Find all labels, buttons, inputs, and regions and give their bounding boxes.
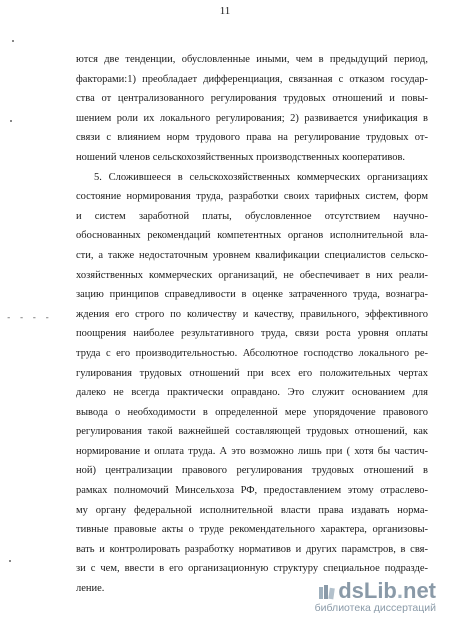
text-line: регулирования такой важнейшей составляющей трудовых отношений, как — [76, 426, 428, 438]
text-line: тивные правовые акты о труде рекомендательного характера, организовы- — [76, 524, 428, 536]
text-line: 5. Сложившееся в сельскохозяйственных коммерческих организациях — [94, 171, 428, 183]
text-line: далеко не всегда практически оправдано. Это служит основанием для — [76, 387, 428, 399]
text-line: вать и контролировать разработку нормативов и других парамстров, в свя- — [76, 543, 428, 555]
margin-mark: - - - - — [6, 313, 51, 323]
text-line: шением роли их локального регулирования; 2) развивается унификация в — [76, 112, 428, 124]
text-line: поощрения наиболее результативного труда, связи роста уровня оплаты — [76, 328, 428, 340]
text-line: гулирования трудовых отношений при всех его положительных чертах — [76, 367, 428, 379]
watermark-logo — [315, 578, 436, 604]
text-line: ства от централизованного регулирования трудовых отношений и повы- — [76, 93, 428, 105]
text-line: обоснованных рекомендаций компетентных органов исполнительной вла- — [76, 230, 428, 242]
watermark — [315, 578, 436, 614]
text-line: труда с его производительностью. Абсолютное господство локального ре- — [76, 347, 428, 359]
text-line: нормирование и оплата труда. А это возможно лишь при ( хотя бы частич- — [76, 445, 428, 457]
text-line: ление. — [76, 583, 105, 595]
scan-dot — [9, 560, 11, 562]
text-line: рамках полномочий Минсельхоза РФ, предоставлением этому отраслево- — [76, 485, 428, 497]
watermark-subtitle: библиотека диссертаций — [314, 602, 436, 614]
text-line: ждения его строго по количеству и качеству, правильного, эффективного — [76, 308, 428, 320]
text-line: ются две тенденции, обусловленные иными, чем в предыдущий период, — [76, 54, 428, 65]
text-line: сти, а также недостаточным уровнем квалификации специалистов сельско- — [76, 249, 428, 261]
watermark-logo-main: dsLib — [338, 578, 397, 603]
text-line: факторами:1) преобладает дифференциация, связанная с отказом государ- — [76, 73, 428, 85]
page-number: 11 — [219, 5, 231, 17]
text-line: и систем заработной платы, обусловленное отсутствием научно- — [76, 210, 428, 222]
document-body — [76, 50, 428, 599]
text-line: хозяйственных коммерческих организаций, не обеспечивает в них реали- — [76, 269, 428, 281]
books-icon — [318, 584, 336, 600]
text-line: зацию принципов справедливости в оценке затраченного труда, вознагра- — [76, 289, 428, 301]
scan-dot — [10, 120, 12, 122]
text-line: му органу федеральной исполнительной власти права издавать норма- — [76, 504, 428, 516]
watermark-logo-dot: . — [396, 578, 403, 603]
text-line: ной) централизации правового регулирования трудовых отношений в — [76, 465, 428, 477]
scan-dot — [12, 40, 14, 42]
text-line: связи с влиянием норм трудового права на регулирование трудовых от- — [76, 132, 428, 144]
text-line: вывода о необходимости в определенной мере упорядочение правового — [76, 406, 428, 418]
watermark-logo-tld: net — [403, 578, 436, 603]
text-line: зи с чем, ввести в его организационную структуру специальное подразде- — [76, 563, 428, 575]
text-line: ношений членов сельскохозяйственных производственных кооперативов. — [76, 151, 406, 163]
text-line: состояние нормирования труда, разработки своих тарифных систем, форм — [76, 191, 428, 203]
